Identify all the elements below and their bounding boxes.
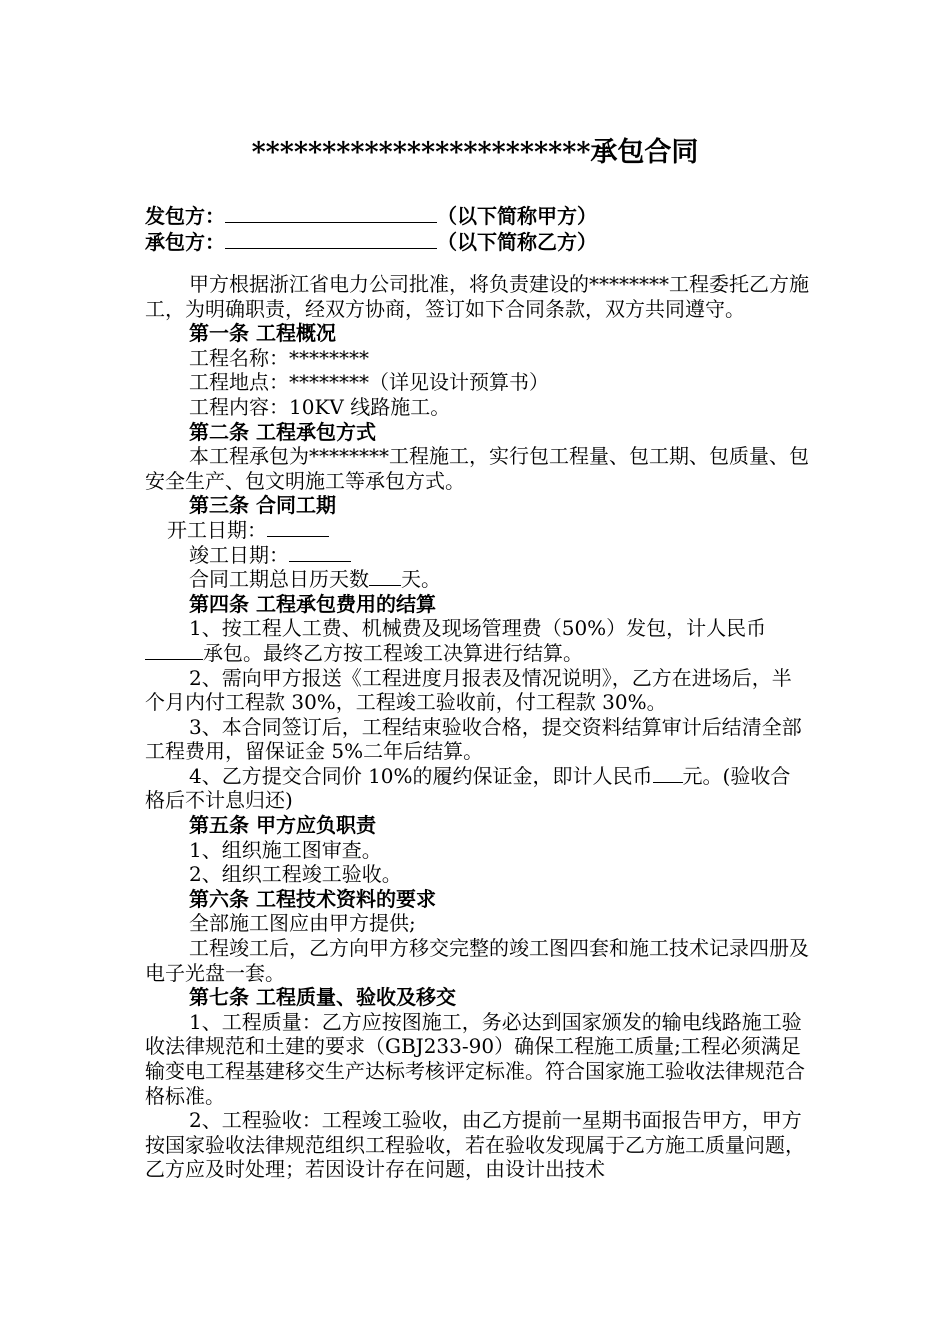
article-4-item-3: 3、本合同签订后，工程结束验收合格，提交资料结算审计后结清全部工程费用，留保证金 5%二年后结算。 <box>145 714 802 764</box>
article-6-para-1: 全部施工图应由甲方提供; <box>189 911 416 936</box>
page-title: ************************承包合同 <box>251 137 699 168</box>
total-days-unit: 天。 <box>401 567 441 592</box>
party-b-line <box>145 226 597 255</box>
article-1-heading: 第一条 工程概况 <box>189 321 336 346</box>
article-7-heading: 第七条 工程质量、验收及移交 <box>189 985 456 1010</box>
article-4-item-2: 2、需向甲方报送《工程进度月报表及情况说明》，乙方在进场后，半个月内付工程款 30%，工程竣工验收前，付工程款 30%。 <box>145 665 792 715</box>
finish-date-blank <box>289 543 351 562</box>
article-2-heading: 第二条 工程承包方式 <box>189 419 376 444</box>
article-4-item-4-text-b: 元。(验收合格后不计息归还) <box>145 763 791 813</box>
article-3-heading: 第三条 合同工期 <box>189 493 336 518</box>
project-name: 工程名称：******** <box>189 345 369 370</box>
article-6-para-2: 工程竣工后，乙方向甲方移交完整的竣工图四套和施工技术记录四册及电子光盘一套。 <box>145 936 809 985</box>
party-b-note: （以下简称乙方） <box>437 230 597 254</box>
article-4-item-4 <box>145 764 810 813</box>
article-4-item-1-text-b: 承包。最终乙方按工程竣工决算进行结算。 <box>203 640 583 665</box>
contract-amount-blank <box>145 641 203 660</box>
project-content: 工程内容：10KV 线路施工。 <box>189 394 451 419</box>
total-days-line <box>145 567 810 592</box>
article-2-text: 本工程承包为********工程施工，实行包工程量、包工期、包质量、包安全生产、包文明施工等承包方式。 <box>145 444 809 493</box>
article-5-heading: 第五条 甲方应负职责 <box>189 813 376 838</box>
article-7-item-2: 2、工程验收：工程竣工验收，由乙方提前一星期书面报告甲方，甲方按国家验收法律规范组织工程验收，若在验收发现属于乙方施工质量问题，乙方应及时处理；若因设计存在问题，由设计出技术 <box>145 1108 805 1182</box>
start-date-blank <box>267 518 329 537</box>
article-6-heading: 第六条 工程技术资料的要求 <box>189 886 436 911</box>
article-5-item-1: 1、组织施工图审查。 <box>189 837 382 862</box>
party-a-note: （以下简称甲方） <box>437 204 597 228</box>
party-b-label: 承包方： <box>145 230 225 254</box>
start-date-line <box>145 518 810 543</box>
article-5-item-2: 2、组织工程竣工验收。 <box>189 862 402 887</box>
total-days-blank <box>369 567 401 586</box>
contract-body <box>145 272 810 1182</box>
start-date-label: 开工日期： <box>167 517 267 542</box>
party-a-blank <box>225 204 437 223</box>
intro-paragraph: 甲方根据浙江省电力公司批准，将负责建设的********工程委托乙方施工，为明确职责，经双方协商，签订如下合同条款，双方共同遵守。 <box>145 272 809 321</box>
article-7-item-1: 1、工程质量：乙方应按图施工，务必达到国家颁发的输电线路施工验收法律规范和土建的要求（GBJ233-90）确保工程施工质量;工程必须满足输变电工程基建移交生产达标考核评定标准。符合国家施工验收法律规范合格标准。 <box>145 1009 805 1108</box>
article-4-heading: 第四条 工程承包费用的结算 <box>189 591 436 616</box>
article-4-item-1 <box>145 616 810 665</box>
finish-date-label: 竣工日期： <box>189 542 289 567</box>
finish-date-line <box>145 543 810 568</box>
party-a-label: 发包方： <box>145 204 225 228</box>
party-a-line <box>145 200 597 229</box>
article-4-item-4-text-a: 4、乙方提交合同价 10%的履约保证金，即计人民币 <box>189 763 653 788</box>
total-days-label: 合同工期总日历天数 <box>189 567 369 592</box>
article-4-item-1-text-a: 1、按工程人工费、机械费及现场管理费（50%）发包，计人民币 <box>189 616 767 641</box>
deposit-amount-blank <box>653 764 683 783</box>
project-location: 工程地点：********（详见设计预算书） <box>189 370 549 395</box>
party-b-blank <box>225 230 437 249</box>
